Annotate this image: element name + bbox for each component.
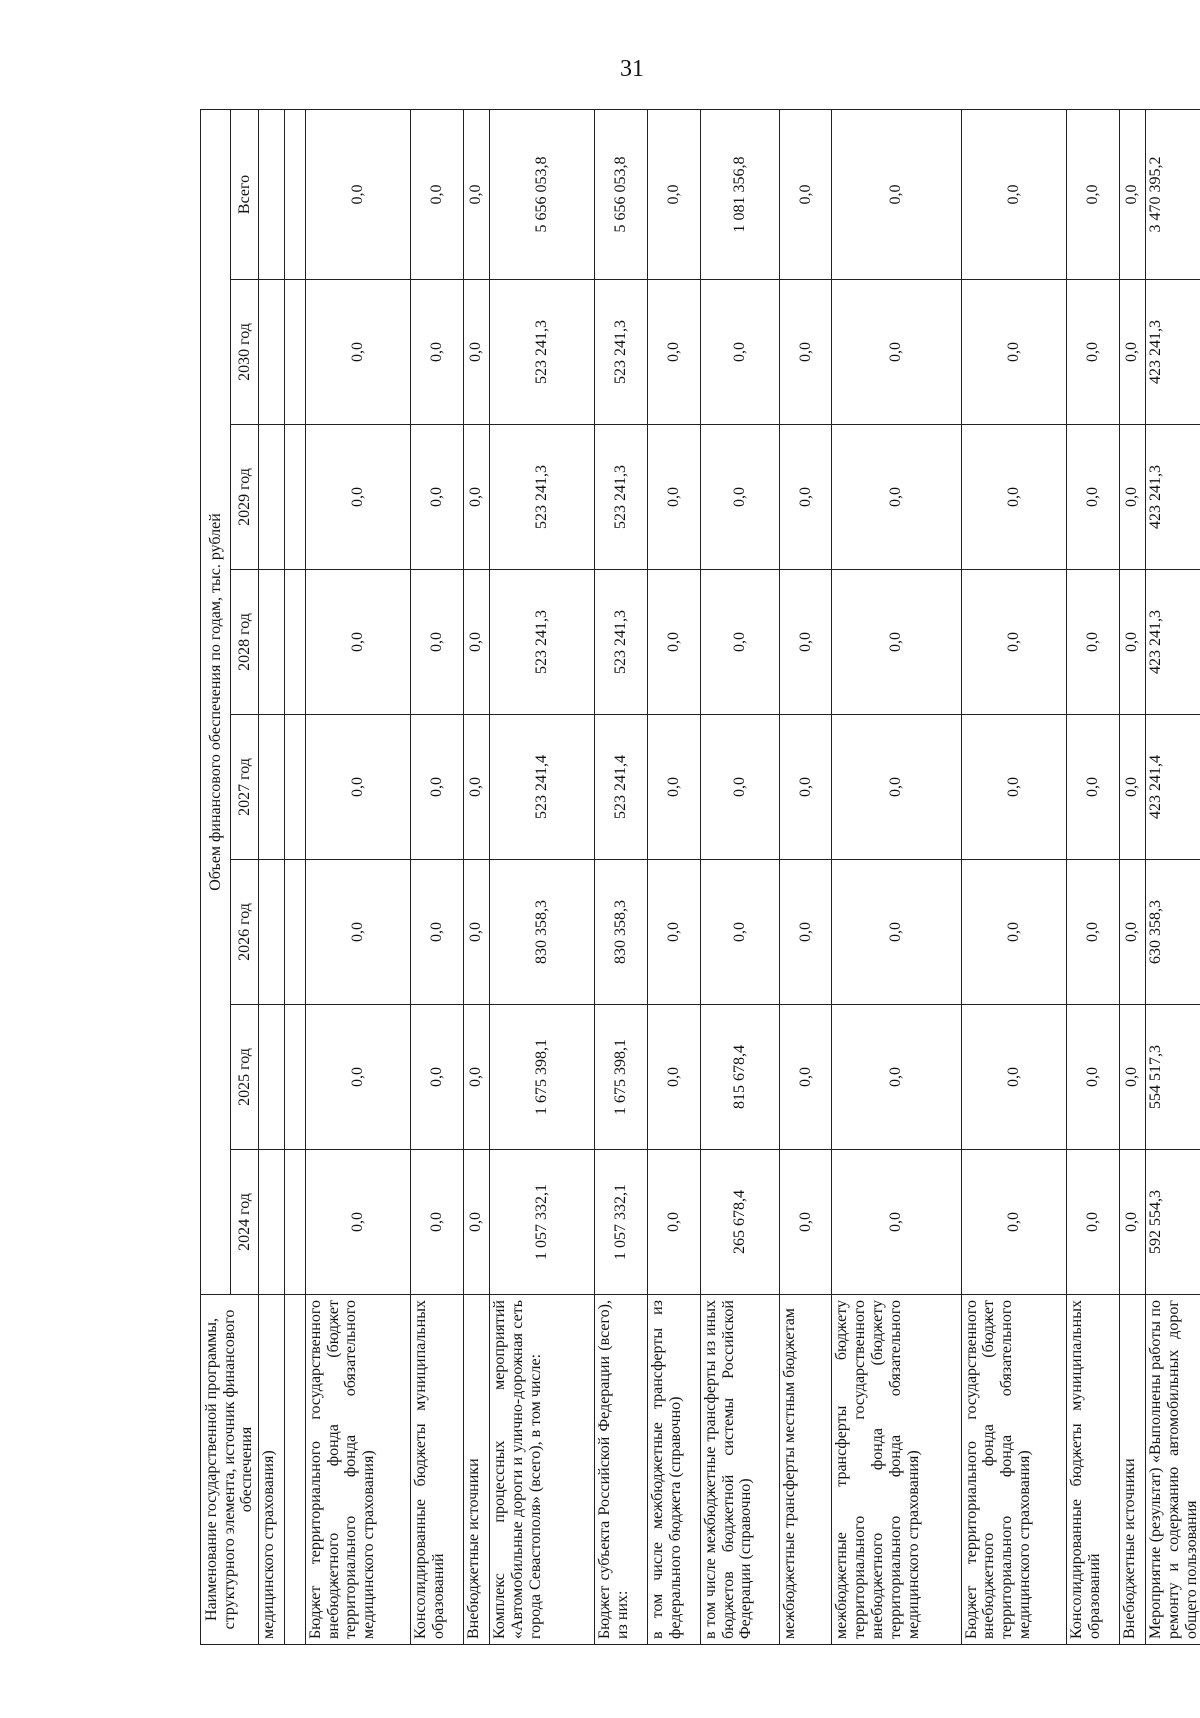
row-label: Бюджет субъекта Российской Федерации (всего), из них: bbox=[595, 1295, 648, 1645]
row-value: 0,0 bbox=[1119, 1005, 1145, 1150]
row-value: 0,0 bbox=[832, 1150, 961, 1295]
row-value: 3 470 395,2 bbox=[1145, 109, 1200, 279]
row-value: 0,0 bbox=[647, 109, 700, 279]
row-value: 0,0 bbox=[463, 425, 489, 570]
row-value: 0,0 bbox=[1066, 109, 1119, 279]
row-value: 0,0 bbox=[647, 860, 700, 1005]
row-value: 0,0 bbox=[779, 1150, 832, 1295]
row-value: 0,0 bbox=[463, 1005, 489, 1150]
row-value: 0,0 bbox=[411, 425, 464, 570]
row-value: 0,0 bbox=[411, 860, 464, 1005]
table-row bbox=[961, 109, 1066, 1644]
row-value: 0,0 bbox=[305, 1005, 410, 1150]
row-value bbox=[259, 570, 285, 715]
row-value: 0,0 bbox=[1066, 425, 1119, 570]
row-value: 0,0 bbox=[411, 1005, 464, 1150]
table-row bbox=[647, 109, 700, 1644]
header-total: Всего bbox=[231, 109, 259, 279]
row-value: 0,0 bbox=[832, 860, 961, 1005]
row-value: 0,0 bbox=[647, 570, 700, 715]
row-value: 0,0 bbox=[1119, 109, 1145, 279]
header-year: 2026 год bbox=[231, 860, 259, 1005]
row-value bbox=[259, 280, 285, 425]
row-value bbox=[259, 1005, 285, 1150]
row-value bbox=[259, 860, 285, 1005]
row-value: 0,0 bbox=[700, 425, 779, 570]
row-value: 0,0 bbox=[305, 280, 410, 425]
row-value: 0,0 bbox=[961, 1005, 1066, 1150]
row-label: Бюджет территориального государственного внебюджетного фонда (бюджет территориального фонда обязательного медицинского страхования) bbox=[961, 1295, 1066, 1645]
row-value: 1 675 398,1 bbox=[489, 1005, 594, 1150]
table-row bbox=[1145, 109, 1200, 1644]
row-value: 0,0 bbox=[961, 860, 1066, 1005]
row-value: 5 656 053,8 bbox=[595, 109, 648, 279]
row-value: 423 241,3 bbox=[1145, 280, 1200, 425]
row-label: Консолидированные бюджеты муниципальных образований bbox=[1066, 1295, 1119, 1645]
row-value bbox=[285, 570, 305, 715]
row-value: 0,0 bbox=[647, 280, 700, 425]
row-value bbox=[285, 109, 305, 279]
row-value: 0,0 bbox=[647, 425, 700, 570]
row-value: 523 241,4 bbox=[489, 715, 594, 860]
rotated-table-wrapper bbox=[200, 110, 1200, 1645]
row-value: 0,0 bbox=[700, 715, 779, 860]
table-row bbox=[779, 109, 832, 1644]
row-value bbox=[285, 280, 305, 425]
row-value: 0,0 bbox=[411, 570, 464, 715]
row-value: 1 057 332,1 bbox=[489, 1150, 594, 1295]
row-label: в том числе межбюджетные трансферты из иных бюджетов бюджетной системы Российской Федерации (справочно) bbox=[700, 1295, 779, 1645]
row-value: 0,0 bbox=[779, 280, 832, 425]
row-value: 0,0 bbox=[411, 1150, 464, 1295]
row-value: 423 241,3 bbox=[1145, 570, 1200, 715]
row-value: 0,0 bbox=[463, 570, 489, 715]
row-value: 0,0 bbox=[1066, 1005, 1119, 1150]
row-label: Комплекс процессных мероприятий «Автомобильные дороги и улично-дорожная сеть города Севастополя» (всего), в том числе: bbox=[489, 1295, 594, 1645]
row-value: 0,0 bbox=[961, 715, 1066, 860]
row-value: 0,0 bbox=[1119, 860, 1145, 1005]
row-value: 0,0 bbox=[779, 860, 832, 1005]
row-value: 0,0 bbox=[779, 109, 832, 279]
row-value bbox=[285, 1150, 305, 1295]
row-value: 830 358,3 bbox=[595, 860, 648, 1005]
row-value: 0,0 bbox=[832, 1005, 961, 1150]
row-value: 0,0 bbox=[411, 109, 464, 279]
row-value: 0,0 bbox=[1066, 860, 1119, 1005]
row-value: 830 358,3 bbox=[489, 860, 594, 1005]
table-row bbox=[1066, 109, 1119, 1644]
row-value: 0,0 bbox=[700, 860, 779, 1005]
row-value: 0,0 bbox=[832, 425, 961, 570]
row-label: межбюджетные трансферты бюджету территориального государственного внебюджетного фонда (бюджету территориального фонда обязательного медицинского страхования) bbox=[832, 1295, 961, 1645]
row-value: 0,0 bbox=[1119, 1150, 1145, 1295]
row-value bbox=[259, 1150, 285, 1295]
table-row bbox=[489, 109, 594, 1644]
header-year: 2028 год bbox=[231, 570, 259, 715]
row-value: 423 241,3 bbox=[1145, 425, 1200, 570]
header-funding-group: Объем финансового обеспечения по годам, тыс. рублей bbox=[201, 109, 231, 1294]
row-value: 523 241,3 bbox=[595, 570, 648, 715]
row-value bbox=[259, 715, 285, 860]
row-value: 0,0 bbox=[832, 570, 961, 715]
row-value: 0,0 bbox=[700, 570, 779, 715]
header-year: 2029 год bbox=[231, 425, 259, 570]
row-value: 0,0 bbox=[1066, 280, 1119, 425]
row-label: Консолидированные бюджеты муниципальных образований bbox=[411, 1295, 464, 1645]
row-value: 0,0 bbox=[779, 425, 832, 570]
row-value: 1 057 332,1 bbox=[595, 1150, 648, 1295]
header-year: 2030 год bbox=[231, 280, 259, 425]
row-value: 0,0 bbox=[1066, 570, 1119, 715]
row-value bbox=[285, 860, 305, 1005]
row-value: 1 675 398,1 bbox=[595, 1005, 648, 1150]
row-value bbox=[259, 425, 285, 570]
row-value: 0,0 bbox=[779, 570, 832, 715]
row-value: 0,0 bbox=[1119, 715, 1145, 860]
row-value: 0,0 bbox=[832, 109, 961, 279]
row-value: 0,0 bbox=[305, 109, 410, 279]
table-row bbox=[285, 109, 305, 1644]
row-value: 0,0 bbox=[832, 715, 961, 860]
row-value: 523 241,3 bbox=[489, 280, 594, 425]
row-value: 592 554,3 bbox=[1145, 1150, 1200, 1295]
table-row bbox=[832, 109, 961, 1644]
row-value: 0,0 bbox=[1119, 280, 1145, 425]
row-label: Внебюджетные источники bbox=[1119, 1295, 1145, 1645]
row-value: 0,0 bbox=[463, 715, 489, 860]
row-label: Бюджет территориального государственного внебюджетного фонда (бюджет территориального фонда обязательного медицинского страхования) bbox=[305, 1295, 410, 1645]
header-year: 2024 год bbox=[231, 1150, 259, 1295]
table-row bbox=[463, 109, 489, 1644]
row-label: Мероприятие (результат) «Выполнены работы по ремонту и содержанию автомобильных дорог общего пользования bbox=[1145, 1295, 1200, 1645]
table-row bbox=[411, 109, 464, 1644]
row-value: 0,0 bbox=[305, 425, 410, 570]
row-label bbox=[285, 1295, 305, 1645]
row-label: Внебюджетные источники bbox=[463, 1295, 489, 1645]
row-value: 0,0 bbox=[1119, 570, 1145, 715]
row-value: 0,0 bbox=[1066, 1150, 1119, 1295]
row-value: 1 081 356,8 bbox=[700, 109, 779, 279]
row-value: 523 241,3 bbox=[489, 570, 594, 715]
row-value: 0,0 bbox=[832, 280, 961, 425]
row-value: 0,0 bbox=[779, 1005, 832, 1150]
row-value: 0,0 bbox=[700, 280, 779, 425]
row-value: 0,0 bbox=[411, 715, 464, 860]
row-value: 0,0 bbox=[647, 715, 700, 860]
table-row bbox=[305, 109, 410, 1644]
table-row bbox=[595, 109, 648, 1644]
row-value: 0,0 bbox=[961, 570, 1066, 715]
row-value: 523 241,4 bbox=[595, 715, 648, 860]
row-value: 0,0 bbox=[779, 715, 832, 860]
row-value: 0,0 bbox=[463, 1150, 489, 1295]
row-value bbox=[285, 1005, 305, 1150]
row-value: 554 517,3 bbox=[1145, 1005, 1200, 1150]
row-value bbox=[285, 425, 305, 570]
row-value bbox=[259, 109, 285, 279]
row-value: 0,0 bbox=[411, 280, 464, 425]
row-value: 523 241,3 bbox=[595, 280, 648, 425]
row-value: 630 358,3 bbox=[1145, 860, 1200, 1005]
row-value: 0,0 bbox=[647, 1150, 700, 1295]
header-year: 2027 год bbox=[231, 715, 259, 860]
row-value: 0,0 bbox=[305, 1150, 410, 1295]
row-label: в том числе межбюджетные трансферты из федерального бюджета (справочно) bbox=[647, 1295, 700, 1645]
row-value: 0,0 bbox=[961, 1150, 1066, 1295]
row-value: 0,0 bbox=[961, 109, 1066, 279]
row-label: межбюджетные трансферты местным бюджетам bbox=[779, 1295, 832, 1645]
row-value bbox=[285, 715, 305, 860]
row-value: 423 241,4 bbox=[1145, 715, 1200, 860]
row-value: 815 678,4 bbox=[700, 1005, 779, 1150]
row-value: 0,0 bbox=[647, 1005, 700, 1150]
row-value: 0,0 bbox=[463, 109, 489, 279]
row-value: 0,0 bbox=[961, 425, 1066, 570]
row-value: 0,0 bbox=[1119, 425, 1145, 570]
header-name-column: Наименование государственной программы, структурного элемента, источник финансового обеспечения bbox=[201, 1295, 259, 1645]
row-value: 0,0 bbox=[305, 715, 410, 860]
row-value: 0,0 bbox=[305, 860, 410, 1005]
row-value: 523 241,3 bbox=[489, 425, 594, 570]
funding-table bbox=[200, 109, 1200, 1645]
table-row bbox=[700, 109, 779, 1644]
row-value: 0,0 bbox=[1066, 715, 1119, 860]
header-year: 2025 год bbox=[231, 1005, 259, 1150]
table-row bbox=[259, 109, 285, 1644]
row-value: 5 656 053,8 bbox=[489, 109, 594, 279]
row-label: медицинского страхования) bbox=[259, 1295, 285, 1645]
row-value: 265 678,4 bbox=[700, 1150, 779, 1295]
row-value: 523 241,3 bbox=[595, 425, 648, 570]
table-row bbox=[1119, 109, 1145, 1644]
page-number: 31 bbox=[620, 56, 644, 82]
row-value: 0,0 bbox=[463, 860, 489, 1005]
row-value: 0,0 bbox=[961, 280, 1066, 425]
row-value: 0,0 bbox=[463, 280, 489, 425]
row-value: 0,0 bbox=[305, 570, 410, 715]
